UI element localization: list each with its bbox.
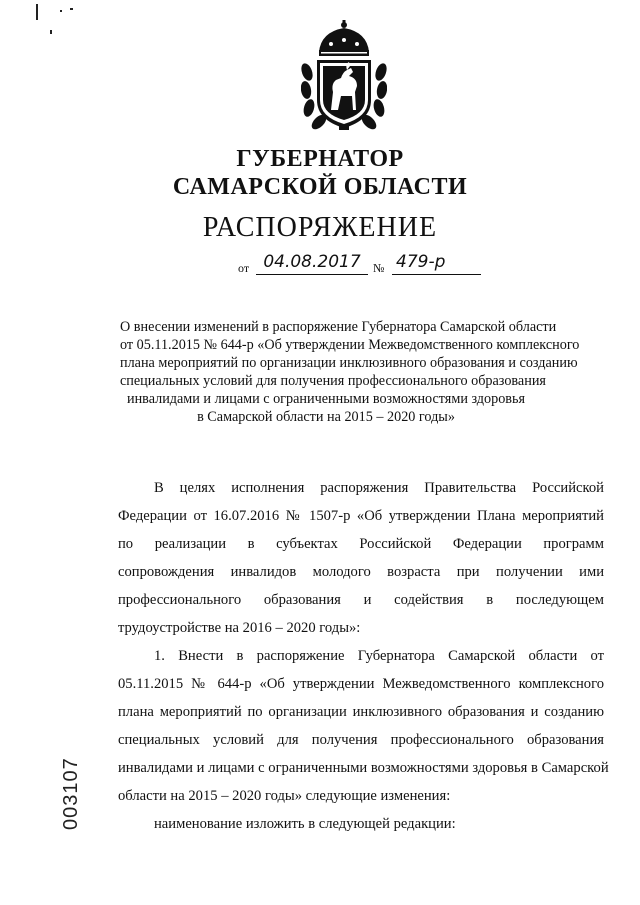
body-line: наименование изложить в следующей редакции: bbox=[154, 816, 456, 832]
body-line: плана мероприятий по организации инклюзивного образования и созданию bbox=[118, 704, 604, 720]
issuer-title-line2: САМАРСКОЙ ОБЛАСТИ bbox=[172, 174, 468, 200]
side-registration-number: 003107 bbox=[60, 757, 82, 830]
body-line: В целях исполнения распоряжения Правительства Российской bbox=[154, 480, 604, 496]
document-number: 479-р bbox=[392, 252, 481, 275]
body-line: области на 2015 – 2020 годы» следующие изменения: bbox=[118, 788, 451, 804]
subject-line: в Самарской области на 2015 – 2020 годы» bbox=[197, 409, 455, 425]
body-line: инвалидами и лицами с ограниченными возможностями здоровья в Самарской bbox=[118, 760, 609, 776]
body-line: профессионального образования и содействия в последующем bbox=[118, 592, 604, 608]
scan-mark bbox=[60, 10, 62, 12]
body-line: 05.11.2015 № 644-р «Об утверждении Межведомственного комплексного bbox=[118, 676, 604, 692]
coat-of-arms-icon bbox=[301, 20, 387, 132]
date-number-line bbox=[238, 252, 488, 282]
subject-line: инвалидами и лицами с ограниченными возможностями здоровья bbox=[127, 391, 525, 407]
body-line: трудоустройстве на 2016 – 2020 годы»: bbox=[118, 620, 361, 636]
document-subject bbox=[120, 318, 580, 426]
subject-line: специальных условий для получения профессионального образования bbox=[120, 373, 546, 389]
body-line: специальных условий для получения профессионального образования bbox=[118, 732, 604, 748]
body-line: 1. Внести в распоряжение Губернатора Самарской области от bbox=[154, 648, 604, 664]
scan-mark bbox=[36, 4, 38, 20]
document-date: 04.08.2017 bbox=[256, 252, 368, 275]
scan-mark bbox=[70, 8, 73, 10]
document-type: РАСПОРЯЖЕНИЕ bbox=[202, 212, 438, 243]
body-line: по реализации в субъектах Российской Федерации программ bbox=[118, 536, 604, 552]
scan-mark bbox=[50, 30, 52, 34]
subject-line: плана мероприятий по организации инклюзивного образования и созданию bbox=[120, 355, 578, 371]
number-label: № bbox=[373, 261, 385, 275]
body-line: Федерации от 16.07.2016 № 1507-р «Об утверждении Плана мероприятий bbox=[118, 508, 604, 524]
subject-line: от 05.11.2015 № 644-р «Об утверждении Межведомственного комплексного bbox=[120, 337, 580, 353]
issuer-title-line1: ГУБЕРНАТОР bbox=[236, 146, 404, 172]
date-from-label: от bbox=[238, 261, 250, 275]
subject-line: О внесении изменений в распоряжение Губернатора Самарской области bbox=[120, 319, 557, 335]
body-line: сопровождения инвалидов молодого возраста при получении ими bbox=[118, 564, 604, 580]
